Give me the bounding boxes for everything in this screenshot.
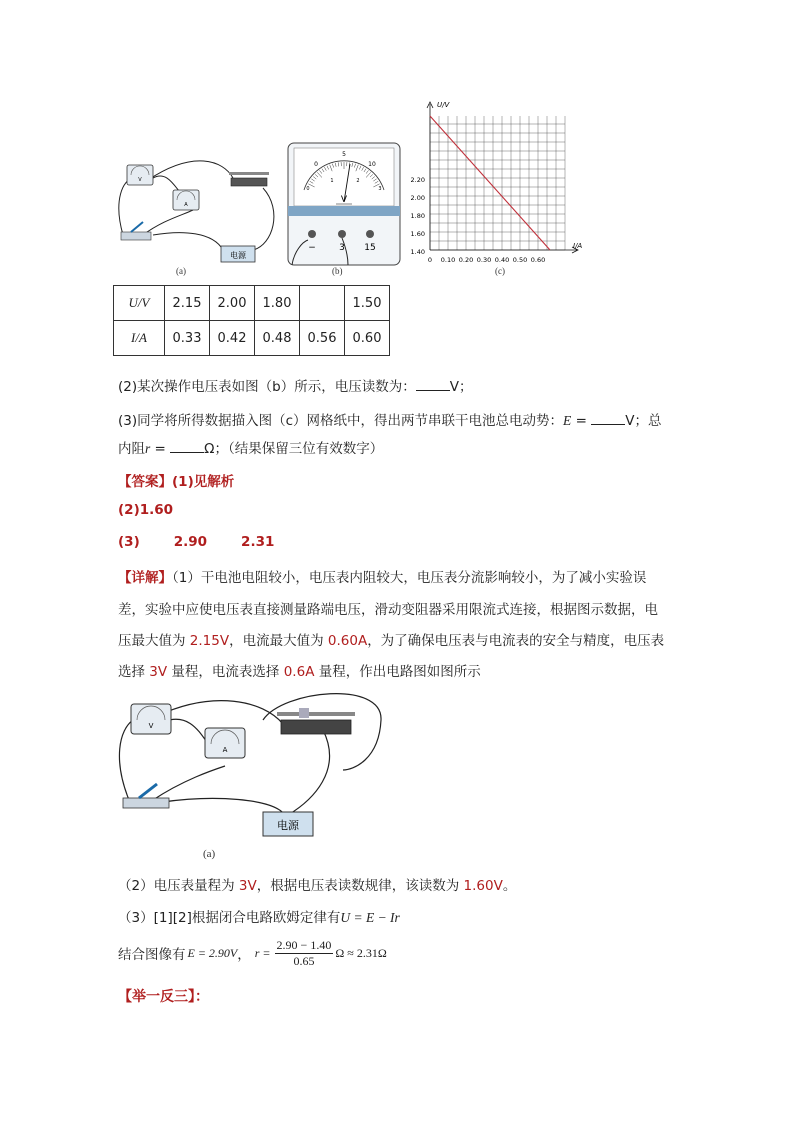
table-header-i: I/A (114, 321, 165, 356)
ammeter-letter: A (184, 202, 188, 208)
table-header-u: U/V (114, 286, 165, 321)
meter-top-5: 5 (342, 151, 346, 158)
table-cell: 0.48 (255, 321, 300, 356)
power-label-large: 电源 (277, 819, 299, 832)
more-practice-heading: 【举一反三】： (118, 989, 209, 1005)
solution-line2: （2）电压表量程为 3V，根据电压表读数规律，该读数为 1.60V。 (118, 878, 517, 894)
y-tick-2.00: 2.00 (410, 194, 425, 202)
detail-line1: 【详解】（1）干电池电阻较小，电压表内阻较大，电压表分流影响较小，为了减小实验误 (118, 570, 647, 586)
solution-line4: 结合图像有 E = 2.90V ， r = $\frac{2.90 - 1.40}{0.65}$ Ω ≈ 2.31Ω (118, 937, 387, 968)
figure-c-caption: (c) (495, 266, 505, 276)
table-cell: 2.15 (165, 286, 210, 321)
solution-line3: （3）[1][2]根据闭合电路欧姆定律有U = E − Ir (118, 910, 400, 926)
voltmeter-figure (286, 142, 402, 266)
table-cell: 0.33 (165, 321, 210, 356)
table-cell: 0.42 (210, 321, 255, 356)
meter-bottom-0: 0 (306, 186, 310, 192)
graph-c (405, 98, 590, 268)
table-cell: 1.50 (345, 286, 390, 321)
table-row-i (114, 321, 390, 356)
answer-blank (416, 378, 450, 391)
terminal-3: 3 (339, 243, 345, 253)
meter-unit: V (340, 195, 348, 205)
answer-line1: 【答案】(1)见解析 (118, 474, 235, 490)
terminal-neg: − (308, 243, 316, 253)
voltmeter-letter: V (138, 177, 142, 183)
question-3-line2: 内阻r = Ω；（结果保留三位有效数字） (118, 441, 384, 457)
table-cell: 2.00 (210, 286, 255, 321)
meter-top-10: 10 (368, 161, 376, 168)
detail-line3: 压最大值为 2.15V，电流最大值为 0.60A，为了确保电压表与电流表的安全与精度，电压表 (118, 633, 665, 649)
circuit-figure-small (113, 150, 283, 275)
answer-blank (591, 412, 625, 425)
table-row-u (114, 286, 390, 321)
data-table (113, 285, 390, 356)
ammeter-letter-large: A (222, 746, 228, 754)
y-tick-1.80: 1.80 (410, 212, 425, 220)
meter-top-0: 0 (314, 161, 318, 168)
question-3-line1: (3)同学将所得数据描入图（c）网格纸中，得出两节串联干电池总电动势：E = V；总 (118, 413, 662, 429)
figure-b-caption: (b) (332, 266, 343, 276)
graph-y-label: U/V (437, 101, 450, 109)
answer-blank (170, 440, 204, 453)
table-cell: 1.80 (255, 286, 300, 321)
detail-line4: 选择 3V 量程，电流表选择 0.6A 量程，作出电路图如图所示 (118, 664, 481, 680)
power-label-small: 电源 (230, 251, 246, 260)
table-cell: 0.56 (300, 321, 345, 356)
table-cell: 0.60 (345, 321, 390, 356)
question-2: (2)某次操作电压表如图（b）所示，电压读数为： V； (118, 379, 473, 395)
x-tick-0.40: 0.40 (494, 256, 510, 264)
x-tick-0.20: 0.20 (458, 256, 474, 264)
resistance-fraction: $\frac{2.90 - 1.40}{0.65}$ (276, 937, 332, 968)
figure-a-caption: (a) (176, 266, 186, 276)
x-tick-0.50: 0.50 (512, 256, 528, 264)
figure-a2-caption: (a) (203, 848, 216, 860)
meter-bottom-1: 1 (330, 178, 334, 184)
answer-line2: (2)1.60 (118, 502, 174, 518)
terminal-15: 15 (364, 243, 376, 253)
graph-x-label: I/A (573, 242, 583, 250)
meter-bottom-2: 2 (356, 178, 360, 184)
y-tick-1.40: 1.40 (410, 248, 425, 256)
y-tick-1.60: 1.60 (410, 230, 425, 238)
x-tick-0: 0 (427, 256, 433, 264)
table-cell (300, 286, 345, 321)
x-tick-0.60: 0.60 (530, 256, 546, 264)
voltmeter-letter-large: V (148, 722, 154, 730)
x-tick-0.10: 0.10 (440, 256, 456, 264)
x-tick-0.30: 0.30 (476, 256, 492, 264)
circuit-figure-large (113, 690, 393, 860)
answer-line3: (3) 2.90 2.31 (118, 534, 275, 550)
meter-bottom-3: 3 (378, 186, 382, 192)
y-tick-2.20: 2.20 (410, 176, 425, 184)
detail-line2: 差，实验中应使电压表直接测量路端电压，滑动变阻器采用限流式连接，根据图示数据，电 (118, 602, 658, 618)
